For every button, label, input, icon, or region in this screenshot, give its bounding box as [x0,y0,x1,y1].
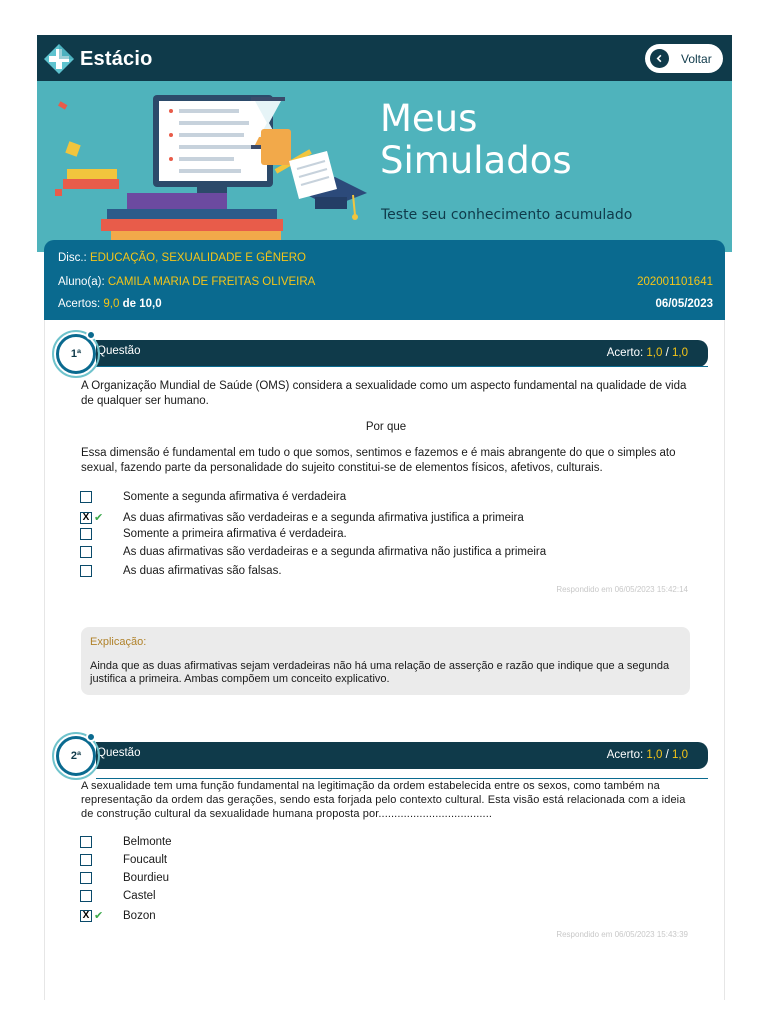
student-row [58,276,713,288]
exam-date: 06/05/2023 [655,298,713,310]
answer-option-selected[interactable] [80,511,524,524]
option-checkbox[interactable] [80,854,92,866]
answered-timestamp: Respondido em 06/05/2023 15:43:39 [556,930,688,939]
student-field [58,276,315,288]
answer-option[interactable] [80,854,168,866]
explanation-text: Ainda que as duas afirmativas sejam verdadeiras não há uma relação de asserção e razão que indique que a segunda justifica a primeira. Ambas compõem um conceito explicativo. [90,660,670,685]
question-label: Questão [97,747,141,759]
brand-logo[interactable] [43,43,153,75]
student-label: Aluno(a): [58,276,105,288]
badge-dot [86,732,96,742]
option-label: As duas afirmativas são falsas. [123,565,282,577]
question-statement: A sexualidade tem uma função fundamental na legitimação da ordem estabelecida entre os sexos, como também na representação da ordem das gerações, sendo esta forjada pelo contexto cultural. Esta visão está relacionada com a ideia de construção cultural da sexualidade humana proposta por.................................... [81,780,686,820]
option-checkbox[interactable] [80,872,92,884]
header-divider [96,366,708,367]
option-label: As duas afirmativas são verdadeiras e a segunda afirmativa justifica a primeira [123,511,524,524]
estacio-logo-icon [43,43,75,75]
brand-name: Estácio [80,47,153,70]
back-button[interactable] [645,44,723,73]
option-checkbox-checked[interactable]: X [80,512,92,524]
question-number-badge: 1ª [56,334,96,374]
score-value: 1,0 [646,347,663,359]
answer-option[interactable] [80,872,170,884]
discipline-field [58,252,306,264]
answer-option[interactable] [80,528,347,540]
explanation-box [81,627,690,695]
answered-timestamp: Respondido em 06/05/2023 15:42:14 [556,585,688,594]
option-checkbox[interactable] [80,528,92,540]
page-title [380,98,572,182]
question-statement: A Organização Mundial de Saúde (OMS) considera a sexualidade como um aspecto fundamental na qualidade de vida de qualquer ser humano. [81,380,687,407]
answer-option-selected[interactable] [80,909,156,922]
check-icon: ✔ [94,512,104,524]
question-label: Questão [97,345,141,357]
hero-banner [37,81,732,252]
answer-option[interactable] [80,890,156,902]
answer-option[interactable] [80,546,547,558]
answer-option[interactable] [80,836,172,848]
student-name: CAMILA MARIA DE FREITAS OLIVEIRA [107,276,316,288]
score-row [58,298,713,310]
score-total: 1,0 [672,347,688,359]
registration-number: 202001101641 [637,276,713,288]
answer-option[interactable] [80,565,282,577]
study-illustration [37,81,377,252]
question-header [96,340,708,367]
page-subtitle: Teste seu conhecimento acumulado [381,207,633,223]
question-connector: Por que [365,421,407,433]
option-label: As duas afirmativas são verdadeiras e a segunda afirmativa não justifica a primeira [123,546,547,558]
exam-info-panel [44,240,725,320]
option-label: Foucault [123,854,168,866]
option-checkbox-checked[interactable]: X [80,910,92,922]
option-label: Somente a segunda afirmativa é verdadeira [123,491,347,503]
score-total: 1,0 [672,749,688,761]
hits-total: de 10,0 [122,298,162,310]
option-label: Castel [123,890,156,902]
hits-field [58,298,162,310]
hits-label: Acertos: [58,298,101,310]
page-title-line1: Meus [380,97,478,140]
question-assertion: Essa dimensão é fundamental em tudo o que somos, sentimos e fazemos e é mais abrangente do que o simples ato sexual, fazendo parte da personalidade do sujeito constitui-se de elementos físicos, afetivos, culturais. [81,447,676,474]
chevron-left-icon [650,49,669,68]
question-score [607,749,688,761]
option-checkbox[interactable] [80,836,92,848]
explanation-title: Explicação: [90,636,147,648]
score-separator: / [665,749,669,761]
answer-option[interactable] [80,491,347,503]
option-checkbox[interactable] [80,546,92,558]
option-checkbox[interactable] [80,491,92,503]
question-score [607,347,688,359]
score-value: 1,0 [646,749,663,761]
back-button-label: Voltar [681,51,712,66]
question-header [96,742,708,769]
question-number-badge: 2ª [56,736,96,776]
option-label: Belmonte [123,836,172,848]
discipline-label: Disc.: [58,252,87,264]
option-label: Bozon [123,909,156,922]
hits-value: 9,0 [103,298,120,310]
page-title-line2: Simulados [380,139,572,182]
score-separator: / [665,347,669,359]
discipline-value: EDUCAÇÃO, SEXUALIDADE E GÊNERO [89,252,306,264]
discipline-row [58,252,713,264]
score-label: Acerto: [606,749,644,761]
check-icon: ✔ [94,910,104,922]
option-checkbox[interactable] [80,565,92,577]
badge-dot [86,330,96,340]
option-label: Bourdieu [123,872,170,884]
option-checkbox[interactable] [80,890,92,902]
score-label: Acerto: [606,347,644,359]
top-bar [37,35,732,81]
option-label: Somente a primeira afirmativa é verdadeira. [123,528,347,540]
